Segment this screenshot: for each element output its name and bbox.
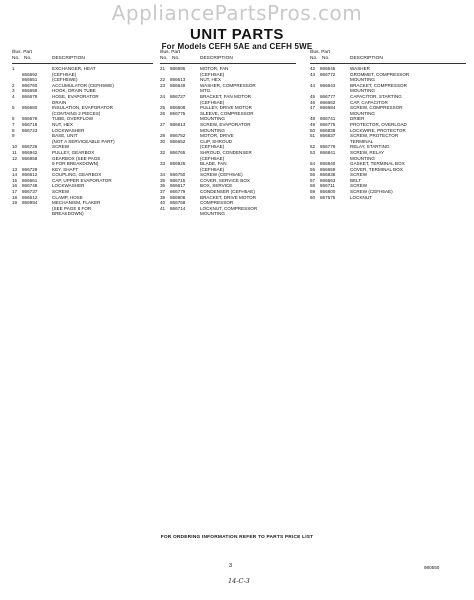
illus-number: 60	[310, 194, 316, 200]
illus-number: 53	[310, 149, 316, 155]
part-number: 866662	[320, 99, 336, 105]
document-code: 980550	[424, 565, 440, 570]
part-number: 866942	[22, 149, 38, 155]
part-description: LOCKWIRE, PROTECTOR	[350, 127, 406, 133]
illus-number: 5	[12, 105, 15, 111]
part-number: 866613	[170, 77, 186, 83]
part-row	[310, 195, 470, 201]
part-number: 866729	[22, 166, 38, 172]
illus-number: 47	[310, 105, 316, 111]
part-description: BASE, UNIT	[52, 133, 78, 139]
part-number: 866649	[170, 82, 186, 88]
part-number: 866836	[320, 127, 336, 133]
parts-rows	[310, 66, 470, 200]
illus-number: 15	[12, 177, 18, 183]
column-header	[160, 50, 300, 66]
parts-rows	[160, 66, 300, 217]
part-description: SCREW, COMPRESSOR	[350, 105, 403, 111]
illus-number: 27	[160, 121, 166, 127]
header-part-no: No.	[172, 56, 180, 61]
part-number: 866658	[22, 88, 38, 94]
illus-number: 32	[160, 149, 166, 155]
part-description: BELT	[350, 177, 362, 183]
part-description: NUT, HEX	[52, 121, 73, 127]
illus-number: 14	[12, 172, 18, 178]
illus-number: 41	[160, 205, 166, 211]
illus-number: 37	[160, 189, 166, 195]
header-rule	[160, 63, 296, 64]
part-description: BREAKDOWN)	[52, 211, 84, 217]
handwritten-note: 14-C-3	[228, 577, 250, 585]
part-row	[160, 211, 300, 217]
part-description: SCREW	[52, 144, 70, 150]
part-description: INSULATION, EVAPORATOR	[52, 105, 113, 111]
part-description: GASKET, TERMINAL BOX	[350, 161, 405, 167]
illus-number: 46	[310, 99, 316, 105]
illus-number: 35	[160, 177, 166, 183]
part-description: CLIP, SHROUD	[200, 138, 233, 144]
illus-number: 44	[310, 82, 316, 88]
illus-number: 30	[160, 138, 166, 144]
part-number: 866748	[22, 183, 38, 189]
part-number: 866750	[170, 172, 186, 178]
part-description: WASHER	[350, 66, 370, 71]
part-number: 866617	[170, 183, 186, 189]
part-number: 866715	[170, 177, 186, 183]
part-number: 866680	[22, 105, 38, 111]
part-number: 866925	[170, 161, 186, 167]
part-description: TUBE, OVERFLOW	[52, 116, 94, 122]
part-description: SHROUD, CONDENSER	[200, 149, 252, 155]
part-description: HOOK, DRAIN TUBE	[52, 88, 96, 94]
part-number: 867575	[320, 194, 336, 200]
part-number: 866652	[170, 138, 186, 144]
illus-number: 59	[310, 189, 316, 195]
part-description: MTG.	[200, 88, 212, 94]
part-description: SCREW	[350, 183, 368, 189]
illus-number: 57	[310, 177, 316, 183]
part-description: MOUNTING	[200, 127, 226, 133]
part-number: 866772	[320, 71, 336, 77]
part-description: SCREW, PROTECTOR	[350, 133, 399, 139]
illus-number: 40	[160, 200, 166, 206]
illus-number: 58	[310, 183, 316, 189]
illus-number: 33	[160, 161, 166, 167]
part-number: 866958	[22, 155, 38, 161]
part-description: GEARBOX (SEE PAGE	[52, 155, 101, 161]
part-description: PULLEY, GEARBOX	[52, 149, 95, 155]
part-number: 866663	[320, 177, 336, 183]
illus-number: 22	[160, 77, 166, 83]
header-part-no: No.	[24, 56, 32, 61]
part-description: SCREW, RELAY	[350, 149, 385, 155]
illus-number: 36	[160, 183, 166, 189]
part-description: COUPLING, GEARBOX	[52, 172, 102, 178]
parts-column-3	[310, 50, 470, 200]
header-item-no: No.	[160, 56, 168, 61]
illus-number: 1	[12, 66, 15, 71]
part-description: MOTOR, DRIVE	[200, 133, 234, 139]
part-number: 866776	[320, 144, 336, 150]
illus-number: 52	[310, 144, 316, 150]
illus-number: 19	[12, 200, 18, 206]
header-description: DESCRIPTION	[350, 56, 383, 61]
illus-number: 26	[160, 110, 166, 116]
illus-number: 55	[310, 166, 316, 172]
part-description: MOUNTING	[350, 88, 376, 94]
part-description: CONDENSER (CEFH5AE)	[200, 189, 255, 195]
parts-column-1	[12, 50, 157, 217]
part-description: TERMINAL	[350, 138, 374, 144]
part-number: 866906	[170, 194, 186, 200]
part-number: 866718	[22, 121, 38, 127]
part-number: 866800	[320, 189, 336, 195]
part-number: 866779	[170, 189, 186, 195]
part-number: 866775	[320, 121, 336, 127]
part-number: 866659	[320, 166, 336, 172]
ordering-note: FOR ORDERING INFORMATION REFER TO PARTS PRICE LIST	[160, 535, 314, 540]
part-description: DRAIN	[52, 99, 67, 105]
part-description: (CEFH5AE)	[200, 99, 225, 105]
part-description: CAP, CAPACITOR	[350, 99, 388, 105]
part-description: (CEFH5AE)	[52, 71, 77, 77]
part-number: 866737	[22, 189, 38, 195]
part-number: 866727	[170, 93, 186, 99]
part-description: MOTOR, FAN	[200, 66, 229, 71]
part-description: BOX, SERVICE	[200, 183, 233, 189]
illus-number: 25	[160, 105, 166, 111]
part-description: RELAY, STARTING	[350, 144, 390, 150]
part-number: 866645	[320, 66, 336, 71]
part-description: ACCUMULATOR (CEFH5WE)	[52, 82, 114, 88]
part-description: BRACKET, COMPRESSOR	[350, 82, 407, 88]
part-number: 866608	[170, 105, 186, 111]
part-number: 866643	[320, 82, 336, 88]
header-description: DESCRIPTION	[200, 56, 233, 61]
illus-number: 11	[12, 149, 17, 155]
part-description: MOUNTING	[200, 116, 226, 122]
part-description: SCREW	[350, 172, 368, 178]
part-number: 866741	[320, 116, 336, 122]
part-description: GROMMET, COMPRESSOR	[350, 71, 410, 77]
parts-rows	[12, 66, 157, 217]
illus-number: 2	[12, 82, 15, 88]
part-description: EXCHANGER, HEAT	[52, 66, 96, 71]
illus-number: 24	[160, 93, 166, 99]
part-description: (CEFH5AE)	[200, 71, 225, 77]
part-description: SCREW, EVAPORATOR	[200, 121, 251, 127]
part-number: 866612	[22, 172, 38, 178]
header-description: DESCRIPTION	[52, 56, 85, 61]
part-description: MOUNTING	[350, 155, 376, 161]
page-subtitle: For Models CEFH 5AE and CEFH 5WE	[161, 42, 313, 51]
illus-number: 43	[310, 71, 316, 77]
part-description: MOUNTING	[350, 77, 376, 83]
illus-number: 6	[12, 116, 15, 122]
illus-number: 10	[12, 144, 18, 150]
illus-number: 4	[12, 93, 15, 99]
part-number: 866723	[22, 127, 38, 133]
illus-number: 8	[12, 127, 15, 133]
part-number: 866714	[170, 205, 186, 211]
part-description: SCREW (CEFH5AE)	[200, 172, 243, 178]
part-number: 866679	[22, 93, 38, 99]
header-rule	[310, 63, 466, 64]
part-number: 866775	[170, 110, 186, 116]
header-item-no: No.	[12, 56, 20, 61]
part-description: (SEE PAGE 8 FOR	[52, 205, 92, 211]
part-description: CAPACITOR, STARTING	[350, 93, 402, 99]
part-description: (NOT A SERVICEABLE PART)	[52, 138, 115, 144]
illus-number: 23	[160, 82, 166, 88]
header-illus-part: Illus. Part	[160, 50, 180, 55]
part-description: NUT, HEX	[200, 77, 221, 83]
part-description: LOCKWASHER	[52, 127, 85, 133]
part-row	[12, 211, 157, 217]
part-description: (CEFH5AE)	[200, 166, 225, 172]
part-description: SCREW	[52, 189, 70, 195]
header-illus-part: Illus. Part	[12, 50, 32, 55]
part-description: COVER, SERVICE BOX	[200, 177, 250, 183]
illus-number: 13	[12, 166, 18, 172]
part-description: LOCKWASHER	[52, 183, 85, 189]
part-description: BLADE, FAN	[200, 161, 227, 167]
illus-number: 17	[12, 189, 18, 195]
part-description: LOCKNUT	[350, 194, 372, 200]
illus-number: 42	[310, 66, 316, 71]
illus-number: 3	[12, 88, 15, 94]
header-part-no: No.	[322, 56, 330, 61]
part-number: 866678	[22, 116, 38, 122]
part-description: LOCKNUT, COMPRESSOR	[200, 205, 258, 211]
parts-column-2	[160, 50, 300, 217]
part-description: MECHANISM, FLAKER	[52, 200, 101, 206]
part-number: 866613	[170, 121, 186, 127]
part-number: 866651	[22, 77, 38, 83]
part-description: (CEFH5AE)	[200, 155, 225, 161]
illus-number: 21	[160, 66, 166, 71]
part-description: BRACKET, DRIVE MOTOR	[200, 194, 257, 200]
part-number: 866768	[170, 200, 186, 206]
illus-number: 54	[310, 161, 316, 167]
part-description: CAP, UPPER EVAPORATOR	[52, 177, 112, 183]
part-number: 866726	[22, 144, 38, 150]
illus-number: 56	[310, 172, 316, 178]
illus-number: 16	[12, 183, 18, 189]
illus-number: 50	[310, 127, 316, 133]
part-number: 866752	[170, 133, 186, 139]
part-description: SCREW (CEFH5AE)	[350, 189, 393, 195]
illus-number: 39	[160, 194, 166, 200]
part-description: KEY, SHAFT	[52, 166, 79, 172]
part-description: (CEFH5WE)	[52, 77, 78, 83]
part-number: 866838	[320, 172, 336, 178]
part-number: 866760	[22, 82, 38, 88]
part-number: 866684	[320, 105, 336, 111]
illus-number: 48	[310, 116, 316, 122]
part-description: BRACKET, FAN MOTOR	[200, 93, 251, 99]
part-description: MOUNTING	[350, 110, 376, 116]
illus-number: 51	[310, 133, 316, 139]
part-description: HOSE, EVAPORATOR	[52, 93, 99, 99]
part-number: 866994	[22, 200, 38, 206]
part-description: COMPRESSOR	[200, 200, 234, 206]
illus-number: 9	[12, 133, 15, 139]
part-number: 866692	[22, 71, 38, 77]
part-number: 866612	[22, 194, 38, 200]
part-description: WASHER, COMPRESSOR	[200, 82, 256, 88]
part-number: 866661	[22, 177, 38, 183]
header-item-no: No.	[310, 56, 318, 61]
part-description: CLAMP, HOSE	[52, 194, 83, 200]
header-rule	[12, 63, 153, 64]
part-description: (CEFH5AE)	[200, 144, 225, 150]
illus-number: 49	[310, 121, 316, 127]
watermark: AppliancePartsPros.com	[111, 1, 363, 25]
part-description: PULLEY, DRIVE MOTOR	[200, 105, 252, 111]
illus-number: 28	[160, 133, 166, 139]
illus-number: 18	[12, 194, 18, 200]
part-number: 866711	[320, 183, 335, 189]
part-description: MOUNTING	[200, 211, 226, 217]
page-number: 3	[229, 563, 233, 569]
column-header	[310, 50, 470, 66]
part-description: 9 FOR BREAKDOWN)	[52, 161, 99, 167]
part-description: (CONTAINS 2 PIECES)	[52, 110, 101, 116]
part-number: 866995	[170, 66, 186, 71]
part-number: 866840	[320, 161, 336, 167]
part-description: COVER, TERMINAL BOX	[350, 166, 403, 172]
illus-number: 45	[310, 93, 316, 99]
part-description: PROTECTOR, OVERLOAD	[350, 121, 407, 127]
part-number: 866841	[320, 149, 336, 155]
part-number: 866765	[170, 149, 186, 155]
page-title: UNIT PARTS	[190, 26, 284, 43]
part-number: 866777	[320, 93, 336, 99]
part-description: SLEEVE, COMPRESSOR	[200, 110, 254, 116]
column-header	[12, 50, 157, 66]
illus-number: 34	[160, 172, 166, 178]
part-number: 866837	[320, 133, 336, 139]
illus-number: 12	[12, 155, 18, 161]
header-illus-part: Illus. Part	[310, 50, 330, 55]
illus-number: 7	[12, 121, 15, 127]
part-description: DRIER	[350, 116, 365, 122]
